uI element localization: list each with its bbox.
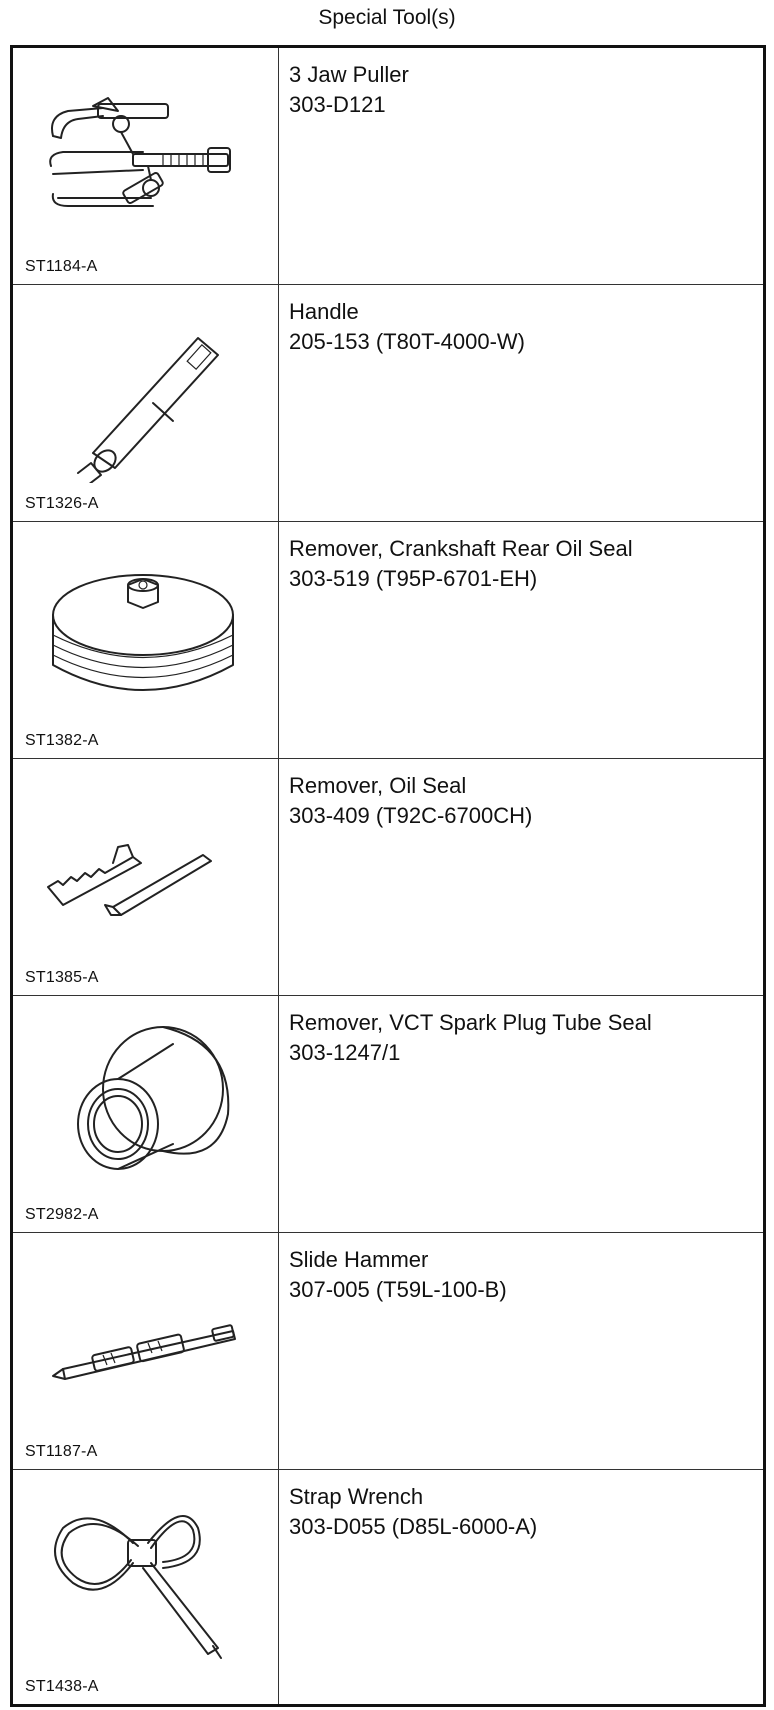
tool-illustration-cell [13, 1233, 279, 1469]
strap-wrench-icon [33, 1488, 253, 1668]
tool-name: Slide Hammer [289, 1247, 429, 1272]
tool-code: ST1184-A [25, 258, 98, 275]
tool-code: ST1382-A [25, 732, 99, 749]
vct-tube-seal-remover-icon [33, 1014, 253, 1194]
tool-illustration-cell [13, 996, 279, 1232]
tool-illustration-cell [13, 522, 279, 758]
table-row [13, 1233, 763, 1470]
tool-number: 303-D055 (D85L-6000-A) [289, 1514, 538, 1539]
tool-number: 205-153 (T80T-4000-W) [289, 329, 525, 354]
three-jaw-puller-icon [33, 66, 253, 246]
tool-illustration-cell [13, 285, 279, 521]
page-title: Special Tool(s) [318, 6, 456, 29]
tool-description [289, 60, 409, 120]
table-row [13, 522, 763, 759]
tool-name: Remover, Oil Seal [289, 773, 467, 798]
tool-code: ST2982-A [25, 1206, 99, 1223]
slide-hammer-icon [33, 1251, 253, 1431]
tool-code: ST1326-A [25, 495, 99, 512]
tool-number: 303-409 (T92C-6700CH) [289, 803, 533, 828]
tool-illustration-cell [13, 1470, 279, 1704]
tool-description [289, 534, 633, 594]
tool-name: Handle [289, 299, 359, 324]
tool-number: 303-519 (T95P-6701-EH) [289, 566, 538, 591]
tool-name: Remover, Crankshaft Rear Oil Seal [289, 536, 633, 561]
tool-description [289, 1008, 652, 1068]
table-row [13, 1470, 763, 1704]
tool-name: 3 Jaw Puller [289, 62, 409, 87]
tool-description [289, 297, 525, 357]
table-row [13, 285, 763, 522]
table-row [13, 48, 763, 285]
handle-icon [33, 303, 253, 483]
crankshaft-seal-remover-icon [33, 540, 253, 720]
table-row [13, 759, 763, 996]
tool-illustration-cell [13, 759, 279, 995]
tool-illustration-cell [13, 48, 279, 284]
tool-name: Strap Wrench [289, 1484, 424, 1509]
tool-number: 303-1247/1 [289, 1040, 401, 1065]
tool-name: Remover, VCT Spark Plug Tube Seal [289, 1010, 652, 1035]
tool-code: ST1385-A [25, 969, 99, 986]
tool-code: ST1187-A [25, 1443, 98, 1460]
special-tools-table [10, 45, 766, 1707]
oil-seal-remover-icon [33, 777, 253, 957]
tool-description [289, 1245, 507, 1305]
tool-code: ST1438-A [25, 1678, 99, 1695]
table-row [13, 996, 763, 1233]
tool-number: 303-D121 [289, 92, 386, 117]
tool-number: 307-005 (T59L-100-B) [289, 1277, 507, 1302]
tool-description [289, 771, 532, 831]
tool-description [289, 1482, 537, 1542]
